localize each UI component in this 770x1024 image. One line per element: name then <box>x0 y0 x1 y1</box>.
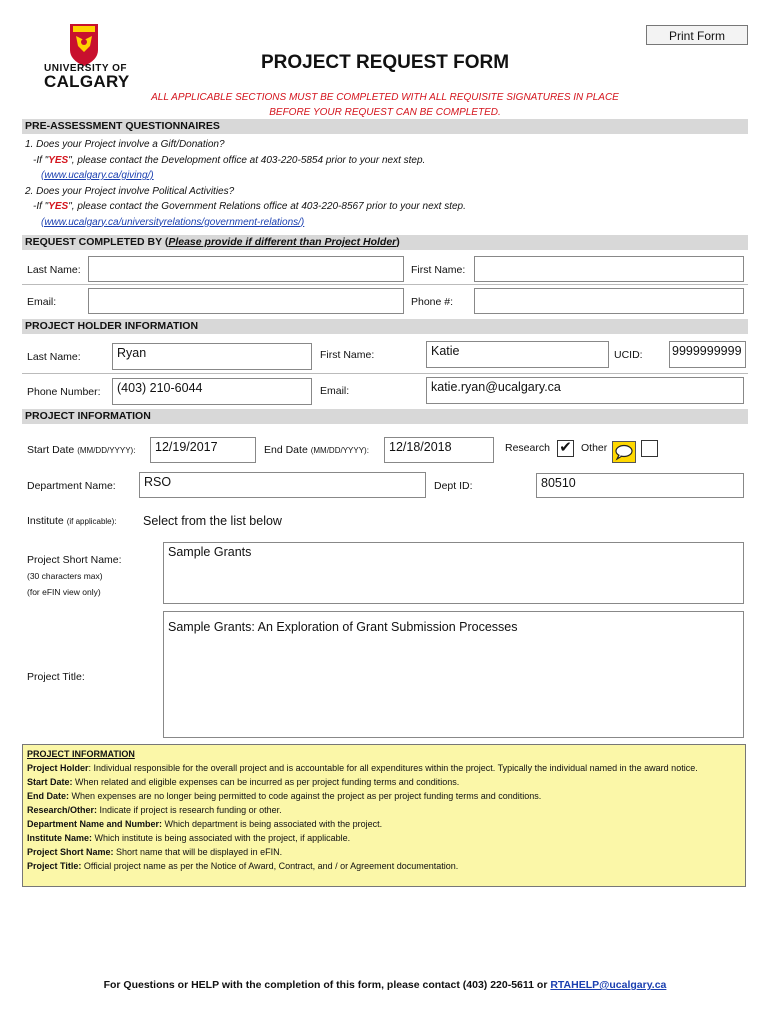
help-item <box>27 845 741 859</box>
q1-prefix: -If " <box>33 154 49 166</box>
question-1: 1. Does your Project involve a Gift/Donation? <box>25 139 225 150</box>
dept-id-label: Dept ID: <box>434 480 473 492</box>
project-title-field[interactable] <box>163 611 744 738</box>
help-term: End Date: <box>27 791 70 801</box>
start-date-value: 12/19/2017 <box>155 440 218 454</box>
end-date-format: (MM/DD/YYYY): <box>310 446 369 455</box>
help-text: Short name that will be displayed in eFIN. <box>113 847 283 857</box>
start-date-label <box>27 444 135 456</box>
short-name-note-1: (30 characters max) <box>27 571 103 581</box>
completed-by-first-name-field[interactable] <box>474 256 744 282</box>
help-term: Start Date: <box>27 777 73 787</box>
help-item <box>27 831 741 845</box>
completed-by-email-value <box>89 289 403 293</box>
help-term: Department Name and Number: <box>27 819 163 829</box>
q1-yes: YES <box>48 154 69 166</box>
help-term: Institute Name: <box>27 833 93 843</box>
q1-suffix: ", please contact the Development office at 403-220-5854 prior to your next step. <box>68 154 426 166</box>
ucid-label: UCID: <box>614 349 643 361</box>
help-term: Project Holder <box>27 763 89 773</box>
institute-note: (if applicable): <box>66 517 117 526</box>
q2-yes: YES <box>48 201 69 212</box>
help-text: Which department is being associated with the project. <box>162 819 383 829</box>
other-checkbox[interactable] <box>641 440 658 457</box>
pre-assessment-heading: PRE-ASSESSMENT QUESTIONNAIRES <box>22 119 748 134</box>
help-text: Which institute is being associated with the project, if applicable. <box>92 833 351 843</box>
help-term: Project Title: <box>27 861 82 871</box>
institute-select[interactable]: Select from the list below <box>143 514 282 528</box>
end-date-label-text: End Date <box>264 444 308 456</box>
pre-assessment-questions <box>25 137 466 230</box>
end-date-label <box>264 444 369 456</box>
help-item <box>27 817 741 831</box>
holder-last-name-value: Ryan <box>117 346 147 360</box>
completed-by-heading <box>22 235 748 250</box>
row-divider <box>22 373 748 374</box>
project-info-heading: PROJECT INFORMATION <box>22 409 748 424</box>
institute-label <box>27 515 117 527</box>
short-name-note-2: (for eFIN view only) <box>27 587 101 597</box>
start-date-format: (MM/DD/YYYY): <box>77 446 136 455</box>
completed-by-heading-pre: REQUEST COMPLETED BY ( <box>25 236 169 248</box>
help-text: When related and eligible expenses can be incurred as per project funding terms and conditions. <box>72 777 460 787</box>
holder-email-label: Email: <box>320 385 350 397</box>
department-name-label: Department Name: <box>27 480 116 492</box>
university-name-line2: CALGARY <box>44 72 130 91</box>
giving-link[interactable]: (www.ucalgary.ca/giving/) <box>41 170 154 181</box>
short-name-label-group <box>27 552 122 600</box>
completed-by-phone-label: Phone #: <box>411 296 454 308</box>
short-name-field[interactable] <box>163 542 744 604</box>
government-relations-link[interactable]: (www.ucalgary.ca/universityrelations/government-relations/) <box>41 216 305 228</box>
holder-first-name-field[interactable] <box>426 341 609 368</box>
row-divider <box>22 284 748 285</box>
question-1-instruction <box>25 153 466 169</box>
completed-by-last-name-field[interactable] <box>88 256 404 282</box>
holder-phone-field[interactable] <box>112 378 312 405</box>
short-name-value: Sample Grants <box>168 545 252 559</box>
department-name-field[interactable] <box>139 472 426 498</box>
completed-by-email-field[interactable] <box>88 288 404 314</box>
ucid-value: 9999999999 <box>672 344 742 358</box>
completed-by-last-name-label: Last Name: <box>27 264 81 276</box>
holder-last-name-field[interactable] <box>112 343 312 370</box>
start-date-field[interactable] <box>150 437 256 463</box>
institute-label-text: Institute <box>27 515 64 527</box>
help-email-link[interactable]: RTAHELP@ucalgary.ca <box>550 979 667 991</box>
short-name-label: Project Short Name: <box>27 554 122 566</box>
completed-by-email-label: Email: <box>27 296 57 308</box>
dept-id-value: 80510 <box>541 476 576 490</box>
help-footer <box>0 979 770 991</box>
holder-first-name-value: Katie <box>431 344 460 358</box>
holder-last-name-label: Last Name: <box>27 351 81 363</box>
help-text: When expenses are no longer being permitted to code against the project as per project funding terms and conditions. <box>69 791 542 801</box>
holder-email-value: katie.ryan@ucalgary.ca <box>431 380 561 394</box>
department-name-value: RSO <box>144 475 172 489</box>
print-form-button[interactable]: Print Form <box>646 25 748 45</box>
completed-by-first-name-value <box>475 257 743 261</box>
q2-suffix: ", please contact the Government Relations office at 403-220-8567 prior to your next step. <box>68 201 466 212</box>
dept-id-field[interactable] <box>536 473 744 498</box>
completed-by-first-name-label: First Name: <box>411 264 466 276</box>
project-title-value: Sample Grants: An Exploration of Grant Submission Processes <box>168 620 518 634</box>
help-item <box>27 859 741 873</box>
research-checkbox[interactable]: ✔ <box>557 440 574 457</box>
help-item <box>27 789 741 803</box>
help-term: Research/Other: <box>27 805 98 815</box>
completed-by-last-name-value <box>89 257 403 261</box>
completed-by-phone-field[interactable] <box>474 288 744 314</box>
help-text: Indicate if project is research funding or other. <box>97 805 282 815</box>
completed-by-phone-value <box>475 289 743 293</box>
notice-line-1: ALL APPLICABLE SECTIONS MUST BE COMPLETED WITH ALL REQUISITE SIGNATURES IN PLACE <box>151 92 619 103</box>
university-name-line1: UNIVERSITY OF <box>44 63 127 74</box>
holder-phone-value: (403) 210-6044 <box>117 381 203 395</box>
start-date-label-text: Start Date <box>27 444 75 456</box>
research-label: Research <box>505 442 550 454</box>
project-title-label: Project Title: <box>27 671 85 683</box>
help-item <box>27 761 741 775</box>
help-text: : Individual responsible for the overall project and is accountable for all expenditures within the project. Typically the individual named in the award notice. <box>88 763 698 773</box>
help-item <box>27 775 741 789</box>
holder-phone-label: Phone Number: <box>27 386 101 398</box>
completed-by-heading-post: ) <box>396 236 400 248</box>
project-holder-heading: PROJECT HOLDER INFORMATION <box>22 319 748 334</box>
other-label: Other <box>581 442 608 454</box>
q2-prefix: -If " <box>33 201 49 212</box>
question-2-instruction <box>25 199 466 215</box>
help-term: Project Short Name: <box>27 847 114 857</box>
end-date-field[interactable] <box>384 437 494 463</box>
help-box-heading: PROJECT INFORMATION <box>27 749 135 759</box>
holder-first-name-label: First Name: <box>320 349 375 361</box>
signature-notice <box>130 90 640 120</box>
help-text: Official project name as per the Notice of Award, Contract, and / or Agreement documentation. <box>81 861 459 871</box>
notice-line-2: BEFORE YOUR REQUEST CAN BE COMPLETED. <box>269 107 501 118</box>
end-date-value: 12/18/2018 <box>389 440 452 454</box>
completed-by-heading-note: Please provide if different than Project Holder <box>168 236 397 248</box>
holder-email-field[interactable] <box>426 377 744 404</box>
footer-text: For Questions or HELP with the completion of this form, please contact (403) 220-5611 or <box>103 979 551 991</box>
question-2: 2. Does your Project involve Political Activities? <box>25 185 235 197</box>
form-title: PROJECT REQUEST FORM <box>260 52 510 73</box>
project-information-help-box <box>22 744 746 887</box>
help-item <box>27 803 741 817</box>
ucid-field[interactable] <box>669 341 746 368</box>
comment-icon[interactable] <box>612 441 636 463</box>
